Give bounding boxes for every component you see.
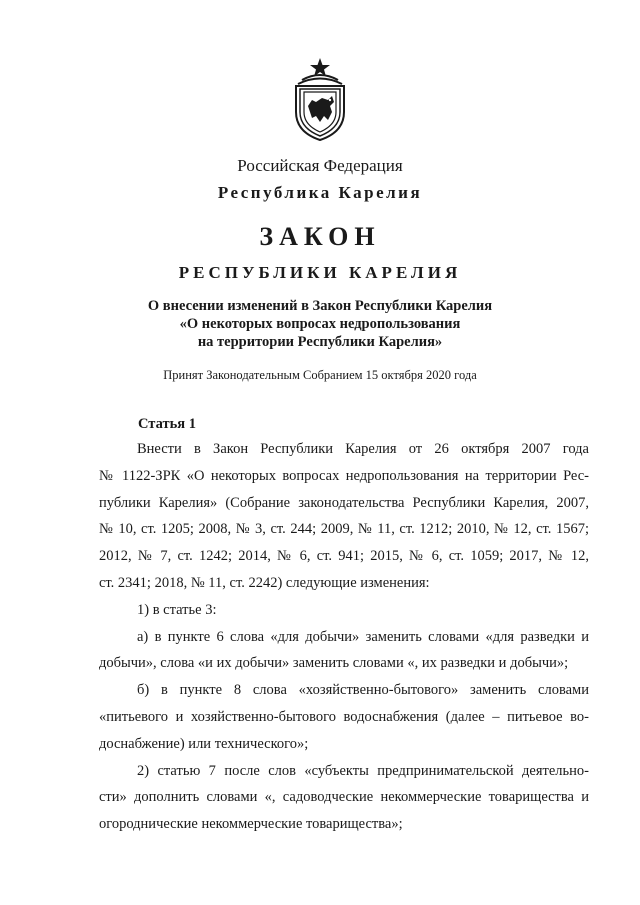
paragraph-line: добычи», слова «и их добычи» заменить словами «, их разведки и добычи»;: [99, 655, 569, 672]
country-name: Российская Федерация: [237, 156, 403, 175]
law-title-line: О внесении изменений в Закон Республики Карелия: [147, 298, 493, 314]
document-type: ЗАКОН: [259, 222, 381, 251]
law-title-line: «О некоторых вопросах недропользования: [179, 316, 461, 332]
paragraph-line: огороднические некоммерческие товарищества»;: [99, 816, 403, 833]
paragraph-line: 2) статью 7 после слов «субъекты предпринимательской деятельно-: [137, 762, 589, 779]
document-issuer: РЕСПУБЛИКИ КАРЕЛИЯ: [178, 263, 462, 282]
paragraph-line: «питьевого и хозяйственно-бытового водоснабжения (далее – питьевое во-: [99, 708, 589, 725]
article-body: [99, 436, 589, 838]
adoption-note: Принят Законодательным Собранием 15 октября 2020 года: [163, 368, 477, 382]
karelia-coat-of-arms-icon: [288, 56, 352, 142]
paragraph-line: сти» дополнить словами «, садоводческие некоммерческие товарищества и: [99, 789, 589, 806]
paragraph-line: № 10, ст. 1205; 2008, № 3, ст. 244; 2009, № 11, ст. 1212; 2010, № 12, ст. 1567;: [99, 521, 589, 538]
paragraph-line: б) в пункте 8 слова «хозяйственно-бытового» заменить словами: [137, 682, 589, 699]
paragraph-line: № 1122-ЗРК «О некоторых вопросах недропользования на территории Рес-: [99, 467, 589, 484]
paragraph-line: Внести в Закон Республики Карелия от 26 октября 2007 года: [137, 441, 589, 457]
paragraph-line: ст. 2341; 2018, № 11, ст. 2242) следующие изменения:: [99, 574, 430, 591]
republic-name: Республика Карелия: [217, 183, 423, 202]
paragraph-line: а) в пункте 6 слова «для добычи» заменить словами «для разведки и: [137, 628, 589, 645]
law-title: [0, 297, 640, 351]
law-title-line: на территории Республики Карелия»: [197, 334, 443, 350]
paragraph-line: 2012, № 7, ст. 1242; 2014, № 6, ст. 941; 2015, № 6, ст. 1059; 2017, № 12,: [99, 548, 589, 565]
paragraph-line: публики Карелия» (Собрание законодательства Республики Карелия, 2007,: [99, 494, 589, 511]
paragraph-line: 1) в статье 3:: [137, 601, 217, 618]
article-heading: Статья 1: [138, 416, 196, 432]
paragraph-line: доснабжение) или технического»;: [99, 735, 309, 752]
